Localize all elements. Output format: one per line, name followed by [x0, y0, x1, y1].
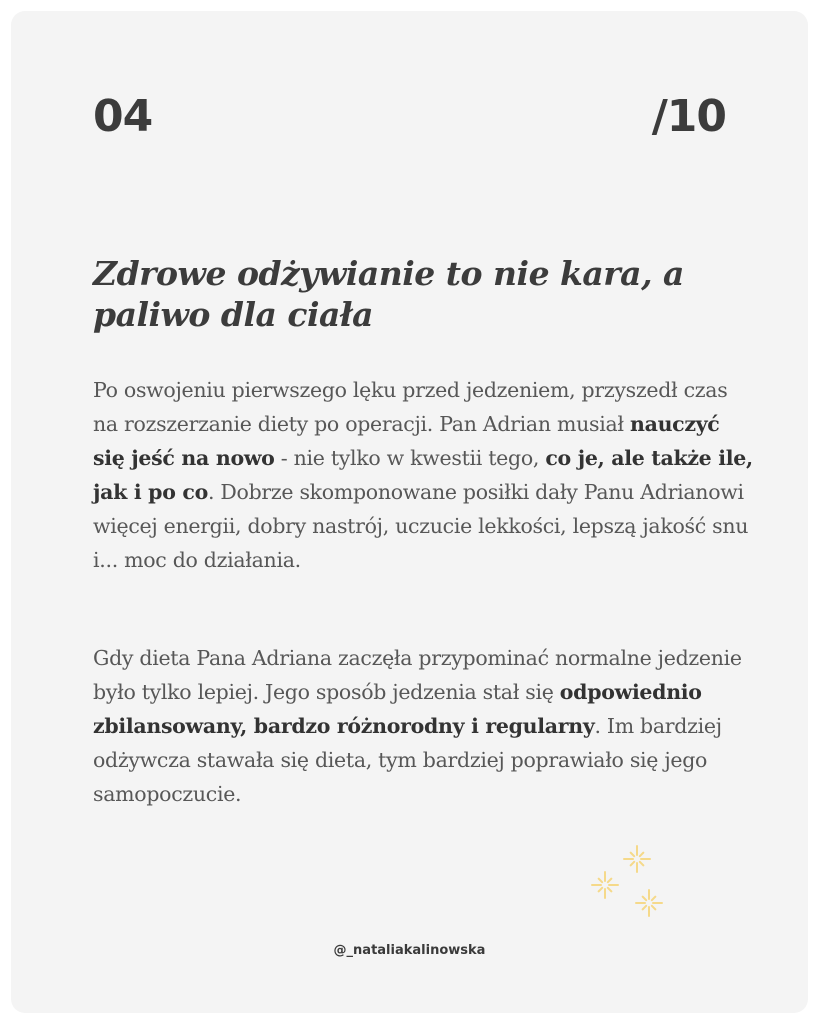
- text-run: - nie tylko w kwestii tego,: [274, 446, 546, 470]
- sparkle-top: [624, 846, 650, 872]
- sparkles-icon: [587, 839, 677, 923]
- text-run: . Im bardziej odżywcza stawała się dieta, tym bardziej poprawiało się jego samopoczucie.: [93, 714, 722, 806]
- sparkle-ray: [652, 906, 656, 910]
- body-paragraph-1: [93, 373, 753, 577]
- bold-text: odpowiednio zbilansowany, bardzo różnorodny i regularny: [93, 680, 702, 738]
- sparkle-ray: [640, 853, 644, 857]
- slide-total: /10: [651, 91, 726, 142]
- text-run: . Dobrze skomponowane posiłki dały Panu Adrianowi więcej energii, dobry nastrój, uczucie lekkości, lepszą jakość snu i... moc do działania.: [93, 480, 749, 572]
- slide-title: Zdrowe odżywianie to nie kara, a paliwo dla ciała: [93, 254, 684, 334]
- sparkle-ray: [643, 906, 647, 910]
- sparkle-right: [636, 890, 662, 916]
- sparkle-left: [592, 872, 618, 898]
- sparkle-ray: [631, 853, 635, 857]
- sparkle-ray: [631, 862, 635, 866]
- author-handle: @_nataliakalinowska: [333, 943, 486, 958]
- sparkle-ray: [643, 897, 647, 901]
- text-run: Po oswojeniu pierwszego lęku przed jedzeniem, przyszedł czas na rozszerzanie diety po operacji. Pan Adrian musiał: [93, 378, 728, 436]
- text-run: Gdy dieta Pana Adriana zaczęła przypominać normalne jedzenie było tylko lepiej. Jego sposób jedzenia stał się: [93, 646, 742, 704]
- sparkle-ray: [652, 897, 656, 901]
- slide-card: [11, 11, 808, 1013]
- sparkle-ray: [599, 879, 603, 883]
- bold-text: co je, ale także ile, jak i po co: [93, 446, 753, 504]
- sparkle-ray: [608, 879, 612, 883]
- slide-number: 04: [93, 91, 153, 142]
- sparkle-ray: [608, 888, 612, 892]
- sparkle-ray: [640, 862, 644, 866]
- bold-text: nauczyć się jeść na nowo: [93, 412, 720, 470]
- sparkle-ray: [599, 888, 603, 892]
- body-paragraph-2: [93, 641, 753, 811]
